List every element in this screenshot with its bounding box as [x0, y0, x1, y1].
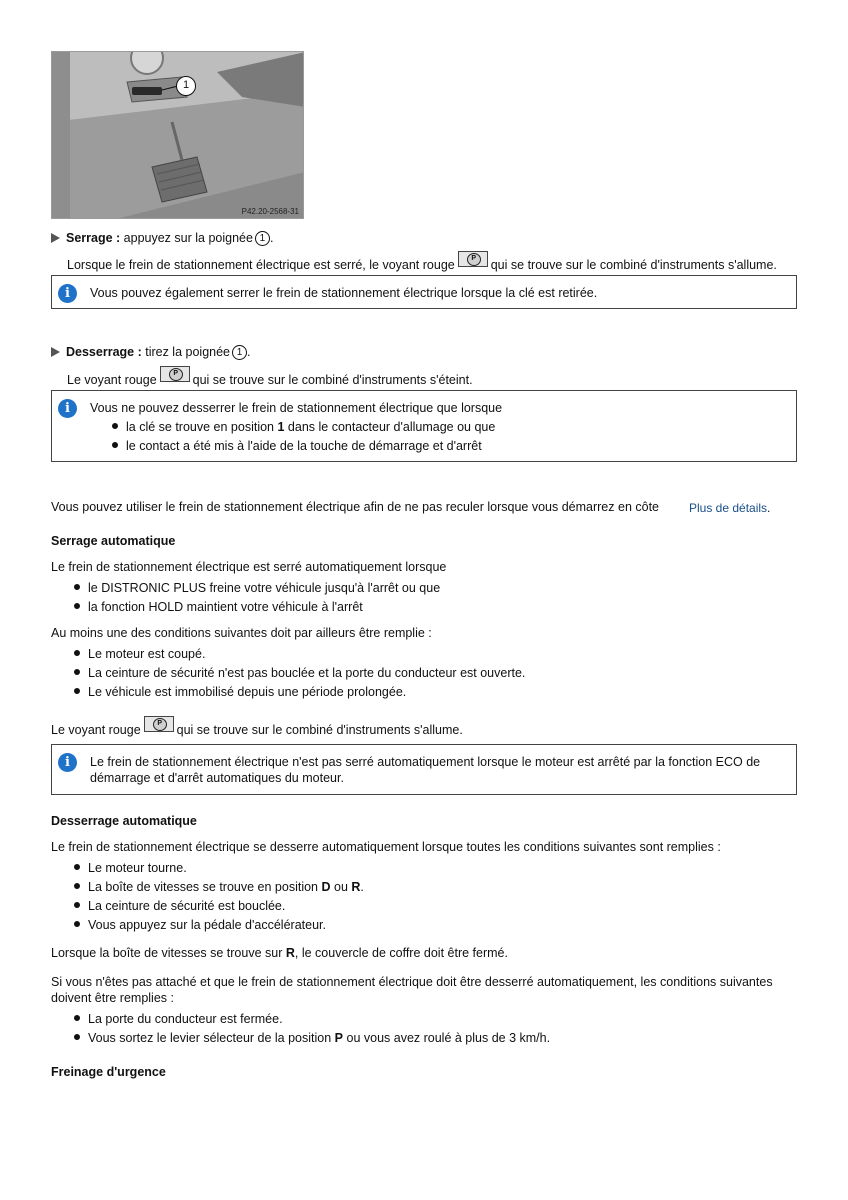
bullet-icon: [74, 902, 80, 908]
bullet-icon: [74, 1015, 80, 1021]
bullet-icon: [74, 650, 80, 656]
bullet-icon: [74, 688, 80, 694]
figure-code: P42.20-2568-31: [241, 207, 299, 216]
bullet-icon: [112, 442, 118, 448]
desserrage-step: Desserrage : tirez la poignée 1 .: [51, 344, 251, 360]
list-item: La boîte de vitesses se trouve en position D ou R.: [74, 879, 364, 895]
list-item: le contact a été mis à l'aide de la touche de démarrage et d'arrêt: [112, 438, 482, 454]
step-arrow-icon: [51, 347, 60, 357]
info-icon: i: [58, 284, 77, 303]
dashboard-illustration: [52, 52, 304, 219]
info-icon: i: [58, 753, 77, 772]
list-item: Le moteur est coupé.: [74, 646, 205, 662]
serrage-step: Serrage : appuyez sur la poignée 1 .: [51, 230, 273, 246]
paragraph: Lorsque la boîte de vitesses se trouve sur R, le couvercle de coffre doit être fermé.: [51, 946, 508, 960]
paragraph: doivent être remplies :: [51, 991, 174, 1005]
list-item: La ceinture de sécurité n'est pas bouclée et la porte du conducteur est ouverte.: [74, 665, 525, 681]
desserrage-label: Desserrage :: [66, 345, 142, 359]
info-icon: i: [58, 399, 77, 418]
list-item: Vous sortez le levier sélecteur de la position P ou vous avez roulé à plus de 3 km/h.: [74, 1030, 550, 1046]
section-heading: Desserrage automatique: [51, 814, 197, 828]
callout-icon: 1: [232, 345, 247, 360]
desserrage-result: Le voyant rougeP qui se trouve sur le combiné d'instruments s'éteint.: [67, 366, 473, 388]
bullet-icon: [74, 864, 80, 870]
info-box: i Le frein de stationnement électrique n'est pas serré automatiquement lorsque le moteur est arrêté par la fonction ECO de démarrage et d'arrêt automatiques du moteur.: [51, 744, 797, 795]
paragraph: Au moins une des conditions suivantes doit par ailleurs être remplie :: [51, 626, 432, 640]
bullet-icon: [74, 584, 80, 590]
bullet-icon: [74, 883, 80, 889]
bullet-icon: [74, 669, 80, 675]
list-item: la clé se trouve en position 1 dans le contacteur d'allumage ou que: [112, 419, 495, 435]
parking-brake-figure: [51, 51, 304, 219]
section-heading: Serrage automatique: [51, 534, 176, 548]
serrage-result: Lorsque le frein de stationnement électrique est serré, le voyant rougeP qui se trouve sur le combiné d'instruments s'allume.: [67, 251, 777, 273]
serrage-label: Serrage :: [66, 231, 121, 245]
paragraph: Si vous n'êtes pas attaché et que le frein de stationnement électrique doit être desserré automatiquement, les conditions suivantes: [51, 975, 773, 989]
list-item: Vous appuyez sur la pédale d'accélérateur.: [74, 917, 326, 933]
bullet-icon: [112, 423, 118, 429]
list-item: Le véhicule est immobilisé depuis une période prolongée.: [74, 684, 406, 700]
parking-brake-warning-icon: [458, 251, 488, 267]
section-heading: Freinage d'urgence: [51, 1065, 166, 1079]
lamp-paragraph: Le voyant rougeP qui se trouve sur le combiné d'instruments s'allume.: [51, 716, 463, 738]
bullet-icon: [74, 1034, 80, 1040]
paragraph: Le frein de stationnement électrique se desserre automatiquement lorsque toutes les conditions suivantes sont remplies :: [51, 840, 721, 854]
callout-marker: 1: [176, 76, 196, 96]
list-item: la fonction HOLD maintient votre véhicule à l'arrêt: [74, 599, 363, 615]
bullet-icon: [74, 921, 80, 927]
parking-brake-warning-icon: [160, 366, 190, 382]
bullet-icon: [74, 603, 80, 609]
step-arrow-icon: [51, 233, 60, 243]
list-item: La porte du conducteur est fermée.: [74, 1011, 283, 1027]
callout-icon: 1: [255, 231, 270, 246]
paragraph: Le frein de stationnement électrique est serré automatiquement lorsque: [51, 560, 447, 574]
info-box: i Vous pouvez également serrer le frein de stationnement électrique lorsque la clé est retirée.: [51, 275, 797, 309]
list-item: le DISTRONIC PLUS freine votre véhicule jusqu'à l'arrêt ou que: [74, 580, 440, 596]
parking-brake-warning-icon: [144, 716, 174, 732]
hill-start-paragraph: Vous pouvez utiliser le frein de stationnement électrique afin de ne pas reculer lorsque vous démarrez en côte: [51, 500, 659, 514]
info-box: i Vous ne pouvez desserrer le frein de stationnement électrique que lorsque la clé se trouve en position 1 dans le contacteur d'allumage ou que le contact a été mis à l'aide de la touche de démarrage et d'arrêt: [51, 390, 797, 462]
more-details-link-wrap: Plus de détails.: [689, 501, 771, 515]
list-item: Le moteur tourne.: [74, 860, 187, 876]
list-item: La ceinture de sécurité est bouclée.: [74, 898, 285, 914]
more-details-link[interactable]: Plus de détails: [689, 501, 768, 515]
